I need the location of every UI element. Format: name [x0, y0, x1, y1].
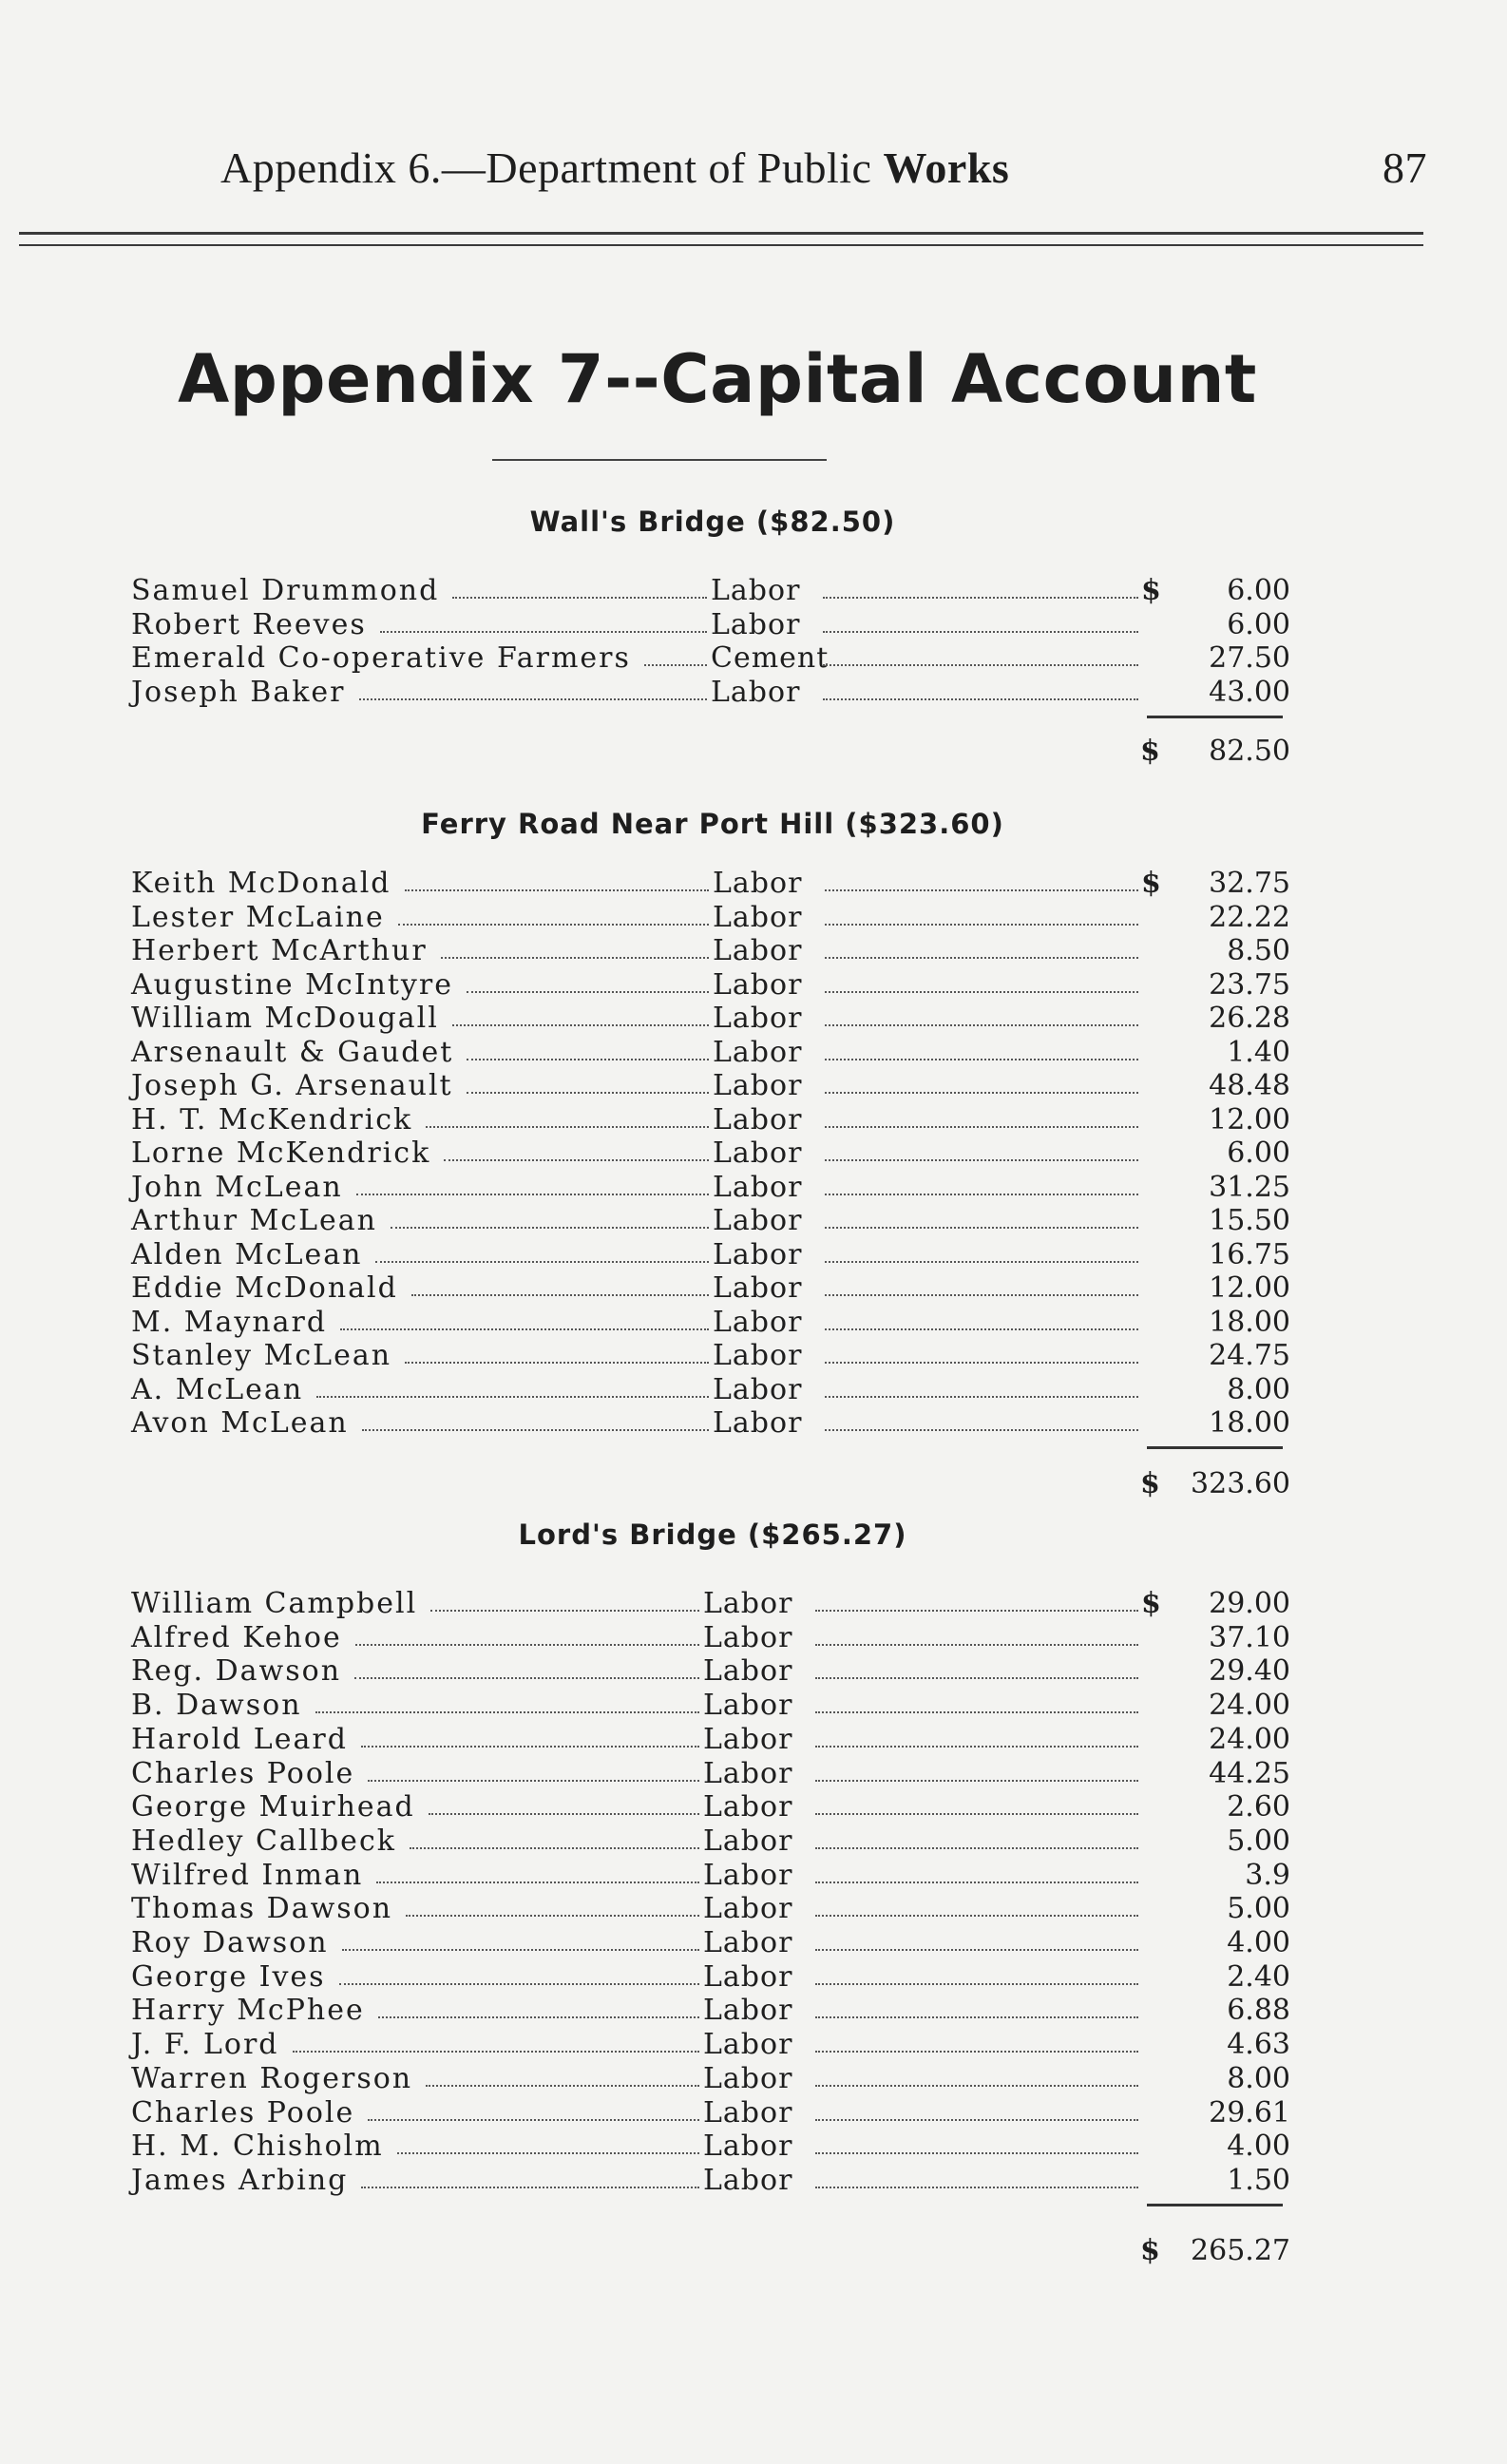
entry-row — [131, 1757, 1290, 1791]
entry-row — [131, 968, 1290, 1003]
entry-kind: Labor — [713, 867, 803, 900]
dot-leader — [406, 1915, 699, 1917]
entry-name: William Campbell — [131, 1587, 418, 1620]
dot-leader — [467, 1092, 709, 1094]
entry-amount: 43.00 — [1209, 676, 1290, 710]
dot-leader — [467, 1059, 709, 1060]
entry-amount: 5.00 — [1227, 1892, 1290, 1926]
entry-name: Harry McPhee — [131, 1994, 365, 2028]
entry-kind: Labor — [711, 574, 801, 607]
entry-kind: Labor — [713, 1035, 803, 1069]
dot-leader — [467, 991, 709, 993]
entry-row — [131, 2028, 1290, 2062]
entry-name: H. T. McKendrick — [131, 1102, 413, 1136]
dot-leader — [815, 2119, 1138, 2121]
entry-kind: Labor — [703, 1756, 793, 1790]
entry-amount: 8.50 — [1227, 934, 1290, 967]
total-dollar-sign: $ — [1140, 1466, 1160, 1500]
entry-row — [131, 1926, 1290, 1960]
dot-leader — [405, 1362, 709, 1364]
entry-kind: Labor — [713, 1406, 803, 1440]
entry-kind: Labor — [713, 1136, 803, 1170]
dot-leader — [825, 1126, 1138, 1128]
dot-leader — [815, 1847, 1138, 1849]
entry-amount: 12.00 — [1209, 1271, 1290, 1305]
entry-amount: 31.25 — [1209, 1170, 1290, 1204]
entry-amount: 5.00 — [1227, 1824, 1290, 1858]
dot-leader — [339, 1983, 699, 1985]
dot-leader — [825, 1294, 1138, 1296]
dot-leader — [815, 2085, 1138, 2087]
running-head — [220, 143, 1427, 193]
entry-amount: 8.00 — [1227, 1372, 1290, 1406]
entry-kind: Labor — [703, 1587, 793, 1620]
dot-leader — [815, 2016, 1138, 2018]
entry-amount: 24.00 — [1209, 1722, 1290, 1756]
entry-kind: Labor — [703, 2163, 793, 2197]
entry-amount: 16.75 — [1209, 1237, 1290, 1271]
entry-row — [131, 1136, 1290, 1171]
dot-leader — [815, 1813, 1138, 1815]
entry-row — [131, 1171, 1290, 1205]
entry-row — [131, 1373, 1290, 1407]
dot-leader — [815, 1915, 1138, 1917]
dot-leader — [426, 2085, 699, 2087]
section-title: Wall's Bridge ($82.50) — [529, 506, 896, 538]
entry-kind: Labor — [713, 1339, 803, 1372]
entry-name: Arsenault & Gaudet — [131, 1035, 454, 1069]
section-total — [1140, 733, 1290, 771]
entry-row — [131, 1994, 1290, 2028]
entry-amount: 37.10 — [1209, 1620, 1290, 1654]
dot-leader — [441, 957, 709, 959]
entry-name: John McLean — [131, 1170, 343, 1204]
dot-leader — [359, 698, 707, 700]
dot-leader — [452, 1024, 709, 1026]
entry-amount: 22.22 — [1209, 900, 1290, 934]
entry-row — [131, 2096, 1290, 2130]
entry-amount: 29.61 — [1209, 2095, 1290, 2130]
entry-name: Augustine McIntyre — [131, 967, 453, 1002]
dot-leader — [823, 631, 1138, 633]
entry-amount: 48.48 — [1209, 1069, 1290, 1102]
dot-leader — [644, 664, 707, 666]
entry-row — [131, 676, 1290, 710]
section-title: Ferry Road Near Port Hill ($323.60) — [421, 808, 1004, 840]
dot-leader — [340, 1328, 709, 1330]
dot-leader — [444, 1159, 709, 1161]
entry-amount: 12.00 — [1209, 1102, 1290, 1136]
dot-leader — [342, 1949, 699, 1951]
dot-leader — [823, 698, 1138, 700]
dot-leader — [825, 1261, 1138, 1263]
section-total — [1140, 2232, 1290, 2270]
dot-leader — [430, 1610, 699, 1612]
entry-name: Robert Reeves — [131, 607, 367, 641]
dot-leader — [815, 1983, 1138, 1985]
total-amount: 323.60 — [1191, 1466, 1290, 1500]
total-dollar-sign: $ — [1140, 734, 1160, 768]
dot-leader — [356, 1194, 709, 1195]
entry-amount: 18.00 — [1209, 1406, 1290, 1440]
running-title — [220, 143, 1009, 193]
entry-kind: Labor — [703, 1722, 793, 1756]
entry-amount: 24.75 — [1209, 1339, 1290, 1372]
dot-leader — [815, 1746, 1138, 1748]
entry-kind: Labor — [713, 967, 803, 1002]
dot-leader — [391, 1227, 709, 1229]
entry-name: Joseph Baker — [131, 676, 346, 710]
entry-kind: Labor — [703, 1959, 793, 1994]
dot-leader — [362, 1429, 709, 1431]
entry-amount: 27.50 — [1209, 641, 1290, 676]
dot-leader — [825, 1429, 1138, 1431]
entry-kind: Labor — [703, 2061, 793, 2095]
entry-name: George Muirhead — [131, 1790, 415, 1824]
entry-kind: Labor — [711, 607, 801, 641]
entry-amount: 26.28 — [1209, 1002, 1290, 1035]
dot-leader — [825, 991, 1138, 993]
dot-leader — [410, 1847, 699, 1849]
entry-amount: 24.00 — [1209, 1689, 1290, 1723]
entry-name: Alden McLean — [131, 1237, 363, 1271]
dot-leader — [815, 1949, 1138, 1951]
entry-kind: Labor — [713, 1237, 803, 1271]
entry-row — [131, 1824, 1290, 1859]
entry-kind: Labor — [713, 1069, 803, 1102]
entry-amount: 3.9 — [1245, 1858, 1290, 1892]
entry-amount: 6.00 — [1227, 607, 1290, 641]
running-title-bold: Works — [883, 143, 1010, 192]
dot-leader — [825, 1396, 1138, 1398]
dot-leader — [397, 2152, 699, 2154]
entry-kind: Labor — [703, 2095, 793, 2130]
entry-name: Lorne McKendrick — [131, 1136, 431, 1170]
entry-kind: Labor — [713, 1002, 803, 1035]
entry-kind: Labor — [713, 1170, 803, 1204]
entry-kind: Cement — [711, 641, 830, 676]
entry-row — [131, 1069, 1290, 1103]
entry-name: Herbert McArthur — [131, 934, 428, 967]
entry-name: Arthur McLean — [131, 1204, 377, 1237]
entry-amount: 4.00 — [1227, 2130, 1290, 2164]
entry-name: B. Dawson — [131, 1689, 302, 1723]
entry-amount: 6.00 — [1227, 1136, 1290, 1170]
entry-name: Warren Rogerson — [131, 2061, 413, 2095]
entry-kind: Labor — [703, 1892, 793, 1926]
dot-leader — [815, 1711, 1138, 1713]
entry-amount: 6.88 — [1227, 1994, 1290, 2028]
dot-leader — [375, 1261, 709, 1263]
dot-leader — [825, 1024, 1138, 1026]
entry-amount: 4.00 — [1227, 1926, 1290, 1959]
entry-kind: Labor — [713, 934, 803, 967]
dot-leader — [411, 1294, 709, 1296]
entry-kind: Labor — [703, 1824, 793, 1858]
entry-kind: Labor — [713, 1305, 803, 1339]
dot-leader — [355, 1644, 699, 1646]
entry-name: H. M. Chisholm — [131, 2130, 384, 2164]
dot-leader — [815, 2152, 1138, 2154]
dot-leader — [368, 1780, 699, 1782]
dot-leader — [825, 1328, 1138, 1330]
dot-leader — [378, 2016, 699, 2018]
entry-kind: Labor — [703, 2130, 793, 2164]
entry-kind: Labor — [703, 1858, 793, 1892]
entry-name: Avon McLean — [131, 1406, 349, 1440]
dot-leader — [361, 1746, 699, 1748]
entry-row — [131, 641, 1290, 676]
entry-amount: 23.75 — [1209, 967, 1290, 1002]
entry-kind: Labor — [713, 1102, 803, 1136]
entry-row — [131, 1306, 1290, 1340]
entry-row — [131, 1654, 1290, 1689]
entry-name: Lester McLaine — [131, 900, 385, 934]
dot-leader — [823, 664, 1138, 666]
dot-leader — [825, 1227, 1138, 1229]
title-rule — [492, 459, 827, 461]
entry-kind: Labor — [703, 1994, 793, 2028]
dot-leader — [815, 2051, 1138, 2053]
sum-rule — [1147, 1446, 1283, 1449]
sum-rule — [1147, 2204, 1283, 2206]
dot-leader — [316, 1396, 709, 1398]
dot-leader — [815, 1644, 1138, 1646]
section-title: Lord's Bridge ($265.27) — [518, 1519, 907, 1551]
running-title-prefix: Appendix 6.—Department of Public — [220, 143, 884, 192]
entry-row — [131, 2062, 1290, 2096]
entry-name: Joseph G. Arsenault — [131, 1069, 453, 1102]
dot-leader — [825, 1059, 1138, 1060]
entry-row — [131, 1723, 1290, 1757]
entry-row — [131, 2130, 1290, 2164]
entry-row — [131, 608, 1290, 642]
entry-row — [131, 2164, 1290, 2198]
entry-row — [131, 1036, 1290, 1070]
header-rule — [19, 232, 1423, 246]
entry-row — [131, 1271, 1290, 1306]
entry-kind: Labor — [713, 1372, 803, 1406]
entry-name: Hedley Callbeck — [131, 1824, 396, 1858]
entry-name: James Arbing — [131, 2163, 349, 2197]
entry-row — [131, 574, 1290, 608]
dollar-sign: $ — [1141, 867, 1161, 900]
entry-row — [131, 901, 1290, 935]
section-total — [1140, 1465, 1290, 1503]
entry-row — [131, 1103, 1290, 1137]
entry-row — [131, 1621, 1290, 1655]
entry-kind: Labor — [713, 1204, 803, 1237]
entry-row — [131, 1892, 1290, 1926]
entry-name: Eddie McDonald — [131, 1271, 398, 1305]
entry-name: M. Maynard — [131, 1305, 328, 1339]
entry-kind: Labor — [713, 900, 803, 934]
entry-name: Thomas Dawson — [131, 1892, 393, 1926]
entry-amount: 2.60 — [1227, 1790, 1290, 1824]
dot-leader — [354, 1677, 699, 1679]
entry-row — [131, 1204, 1290, 1238]
entry-amount: 29.40 — [1209, 1654, 1290, 1689]
entry-name: Keith McDonald — [131, 867, 391, 900]
dot-leader — [815, 1780, 1138, 1782]
dot-leader — [825, 889, 1138, 891]
entry-name: Charles Poole — [131, 2095, 355, 2130]
entry-row — [131, 1790, 1290, 1824]
entry-row — [131, 1859, 1290, 1893]
entry-kind: Labor — [703, 1689, 793, 1723]
dot-leader — [815, 1610, 1138, 1612]
dot-leader — [823, 597, 1138, 599]
entry-name: Roy Dawson — [131, 1926, 329, 1959]
entry-name: Samuel Drummond — [131, 574, 440, 607]
page-title: Appendix 7--Capital Account — [178, 340, 1257, 418]
entry-kind: Labor — [703, 2028, 793, 2062]
entry-name: Harold Leard — [131, 1722, 348, 1756]
entry-amount: 2.40 — [1227, 1959, 1290, 1994]
entry-row — [131, 934, 1290, 968]
dot-leader — [380, 631, 707, 633]
entry-row — [131, 1689, 1290, 1723]
dot-leader — [825, 1159, 1138, 1161]
total-amount: 82.50 — [1209, 734, 1290, 768]
dot-leader — [426, 1126, 709, 1128]
entry-row — [131, 1339, 1290, 1373]
dot-leader — [815, 2187, 1138, 2188]
dot-leader — [376, 1881, 699, 1883]
entry-kind: Labor — [703, 1926, 793, 1959]
dollar-sign: $ — [1141, 1587, 1161, 1620]
entry-row — [131, 1002, 1290, 1036]
dot-leader — [815, 1677, 1138, 1679]
entry-amount: 4.63 — [1227, 2028, 1290, 2062]
entry-amount: 8.00 — [1227, 2061, 1290, 2095]
dot-leader — [825, 1194, 1138, 1195]
entry-amount: 29.00 — [1209, 1587, 1290, 1620]
dot-leader — [429, 1813, 699, 1815]
entry-amount: 44.25 — [1209, 1756, 1290, 1790]
entry-kind: Labor — [703, 1620, 793, 1654]
dot-leader — [361, 2187, 699, 2188]
entry-name: Wilfred Inman — [131, 1858, 364, 1892]
entry-amount: 6.00 — [1227, 574, 1290, 607]
dot-leader — [405, 889, 709, 891]
entry-name: J. F. Lord — [131, 2028, 279, 2062]
sum-rule — [1147, 716, 1283, 718]
dollar-sign: $ — [1141, 574, 1161, 607]
entry-kind: Labor — [703, 1790, 793, 1824]
entry-kind: Labor — [703, 1654, 793, 1689]
dot-leader — [825, 1092, 1138, 1094]
entry-name: A. McLean — [131, 1372, 304, 1406]
dot-leader — [815, 1881, 1138, 1883]
total-dollar-sign: $ — [1140, 2233, 1160, 2267]
entry-row — [131, 1587, 1290, 1621]
entry-name: Stanley McLean — [131, 1339, 392, 1372]
entry-row — [131, 1238, 1290, 1272]
entry-amount: 1.40 — [1227, 1035, 1290, 1069]
entry-amount: 18.00 — [1209, 1305, 1290, 1339]
entry-amount: 1.50 — [1227, 2163, 1290, 2197]
dot-leader — [825, 1362, 1138, 1364]
entry-amount: 32.75 — [1209, 867, 1290, 900]
page-number: 87 — [1383, 143, 1427, 192]
entry-row — [131, 867, 1290, 901]
dot-leader — [315, 1711, 699, 1713]
entry-name: William McDougall — [131, 1002, 439, 1035]
entry-amount: 15.50 — [1209, 1204, 1290, 1237]
dot-leader — [452, 597, 707, 599]
dot-leader — [293, 2051, 699, 2053]
total-amount: 265.27 — [1191, 2233, 1290, 2267]
entry-name: George Ives — [131, 1959, 326, 1994]
dot-leader — [825, 957, 1138, 959]
entry-kind: Labor — [713, 1271, 803, 1305]
entry-row — [131, 1960, 1290, 1995]
entry-name: Emerald Co-operative Farmers — [131, 641, 631, 676]
entry-kind: Labor — [711, 676, 801, 710]
entry-name: Charles Poole — [131, 1756, 355, 1790]
entry-name: Reg. Dawson — [131, 1654, 342, 1689]
dot-leader — [368, 2119, 699, 2121]
entry-name: Alfred Kehoe — [131, 1620, 342, 1654]
dot-leader — [825, 924, 1138, 926]
dot-leader — [398, 924, 709, 926]
entry-row — [131, 1406, 1290, 1441]
